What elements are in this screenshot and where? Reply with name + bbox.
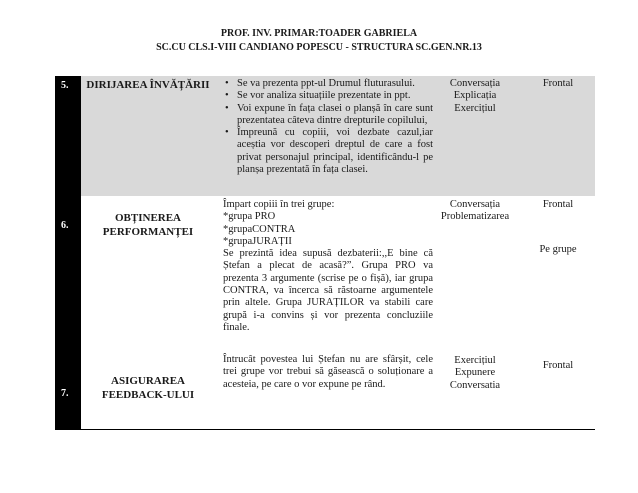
content-line: Împart copiii în trei grupe: [223,199,335,210]
row-5-organization [521,78,595,90]
row-number-5: 5. [61,80,69,91]
content-line: *grupaJURAȚII [223,235,292,247]
table-bottom-border [81,429,595,430]
row-6-methods [435,199,515,224]
method-item: Exercițiul [454,102,496,114]
row-6-organization [521,199,595,211]
method-item: Conversația [449,199,501,210]
content-line: *grupa PRO [223,211,276,223]
row-number-6: 6. [61,220,69,231]
row-6-content [223,199,433,334]
header-teacher: PROF. INV. PRIMAR:TOADER GABRIELA [220,28,418,39]
header-school: SC.CU CLS.I-VIII CANDIANO POPESCU - STRUCTURA SC.GEN.NR.13 [156,42,482,53]
content-line: *grupaCONTRA [223,223,296,235]
bullet-item: • Se va prezenta ppt-ul Drumul fluturasului. [223,78,433,90]
content-paragraph: Întrucât povestea lui Ștefan nu are sfârșit, cele trei grupe vor trebui să găsească o soluționare a acesteia, pe care o vor expune pe rând. [223,354,433,390]
method-item: Problematizarea [440,211,510,223]
method-item: Expunere [454,367,496,379]
stage-title-6: OBȚINEREA PERFORMANȚEI [102,212,194,238]
stage-title-7: ASIGURAREA FEEDBACK-ULUI [101,375,195,401]
lesson-table [55,76,595,430]
method-item: Conversația [449,78,501,89]
row-7-content [223,354,433,391]
row-5-methods [435,78,515,115]
bullet-item: • Voi expune în fața clasei o planșă în care sunt prezentatea câteva dintre drepturile copilului, [223,103,433,128]
content-paragraph: Se prezintă idea supusă dezbaterii:,,E bine că Ștefan a plecat de acasă?”. Grupa PRO va prezenta 3 argumente (scrise pe o fișă), iar grupa CONTRA, va încerca să răstoarne argumentele prin altele. Grupa JURAȚILOR va stabili care grupă i-a convins și vor prezenta concluziile finale. [223,248,433,333]
row-6-organization-extra [521,244,595,256]
organization-item: Pe grupe [539,244,577,255]
organization-item: Frontal [542,78,574,89]
number-column [55,76,81,430]
method-item: Exercițiul [454,355,496,366]
method-item: Conversatia [449,379,501,391]
method-item: Explicația [453,90,497,102]
stage-title-5: DIRIJAREA ÎNVĂȚĂRII [86,79,210,91]
bullet-item: • Se vor analiza situațiile prezentate in ppt. [223,90,433,102]
row-7-organization [521,360,595,372]
row-5-content [223,78,433,176]
row-7-methods [435,355,515,392]
organization-item: Frontal [542,199,574,210]
row-number-7: 7. [61,388,69,399]
organization-item: Frontal [542,360,574,371]
bullet-item: • Împreună cu copiii, voi dezbate cazul,iar aceștia vor descoperi dreptul de care a fost privat personajul principal, identificându-l pe planșa prezentată în fața clasei. [223,127,433,176]
